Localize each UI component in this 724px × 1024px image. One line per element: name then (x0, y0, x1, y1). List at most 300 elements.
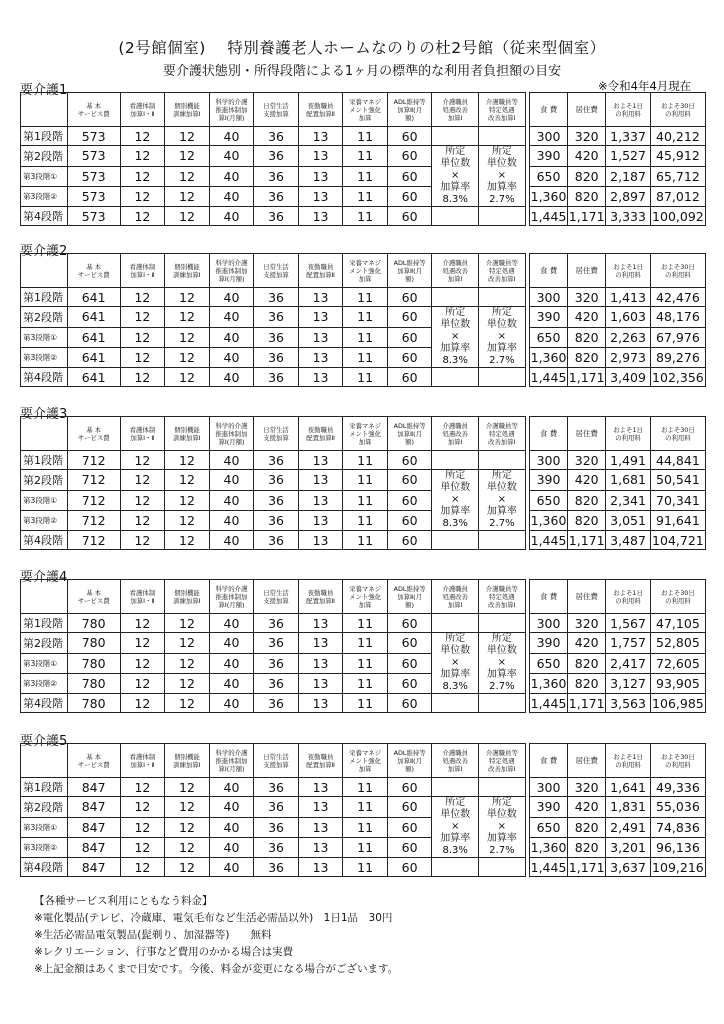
income-tier-label: 第2段階 (21, 146, 68, 166)
fee-cell: 40 (209, 694, 254, 713)
blank-cell (479, 614, 526, 633)
total-fee-cell: 3,563 (606, 694, 651, 713)
fee-cell: 712 (67, 451, 120, 470)
blank-cell (479, 288, 526, 307)
fee-cell: 12 (120, 510, 165, 530)
fee-cell: 11 (343, 531, 388, 550)
meal-housing-cell: 1,171 (568, 207, 606, 226)
total-fee-cell: 70,341 (650, 490, 705, 510)
meal-housing-cell: 820 (568, 490, 606, 510)
fee-cell: 12 (165, 817, 210, 837)
table-row (21, 510, 706, 530)
meal-housing-cell: 1,445 (529, 694, 567, 713)
fee-cell: 13 (298, 797, 343, 817)
fee-cell: 12 (120, 451, 165, 470)
income-tier-label: 第2段階 (21, 633, 68, 653)
blank-cell (432, 614, 479, 633)
fee-cell: 641 (67, 288, 120, 307)
table-row (21, 207, 706, 226)
fee-cell: 12 (165, 673, 210, 693)
addition-rate-cell: 所定 単位数 × 加算率 8.3% (432, 797, 479, 858)
fee-cell: 12 (120, 368, 165, 387)
fee-cell: 36 (254, 837, 299, 857)
column-header: 栄養マネジ メント強化 加算 (343, 580, 388, 614)
fee-cell: 712 (67, 470, 120, 490)
fee-cell: 60 (387, 127, 432, 146)
fee-cell: 11 (343, 288, 388, 307)
fee-cell: 641 (67, 307, 120, 327)
income-tier-label: 第4段階 (21, 368, 68, 387)
table-row (21, 653, 706, 673)
income-tier-label: 第3段階② (21, 347, 68, 367)
fee-cell: 847 (67, 837, 120, 857)
table-row (21, 797, 706, 817)
fee-table-section (20, 253, 706, 387)
column-header: 看護体制 加算Ⅰ・Ⅱ (120, 254, 165, 288)
care-level-title: 要介護2 (20, 244, 68, 259)
fee-cell: 13 (298, 368, 343, 387)
fee-cell: 13 (298, 207, 343, 226)
fee-cell: 40 (209, 633, 254, 653)
blank-cell (432, 451, 479, 470)
total-fee-cell: 3,637 (606, 858, 651, 877)
fee-cell: 40 (209, 817, 254, 837)
fee-cell: 60 (387, 307, 432, 327)
column-header: 看護体制 加算Ⅰ・Ⅱ (120, 93, 165, 127)
fee-cell: 36 (254, 653, 299, 673)
blank-cell (479, 451, 526, 470)
blank-cell (479, 368, 526, 387)
header-corner (21, 93, 68, 127)
total-fee-cell: 1,413 (606, 288, 651, 307)
total-fee-cell: 2,187 (606, 166, 651, 186)
income-tier-label: 第1段階 (21, 451, 68, 470)
footer-heading: 【各種サービス利用にともなう料金】 (34, 895, 213, 907)
total-fee-cell: 50,541 (650, 470, 705, 490)
column-header: 居住費 (568, 744, 606, 778)
fee-cell: 12 (120, 837, 165, 857)
income-tier-label: 第2段階 (21, 470, 68, 490)
column-header: 食 費 (529, 417, 567, 451)
fee-cell: 641 (67, 368, 120, 387)
blank-cell (479, 694, 526, 713)
column-header: 栄養マネジ メント強化 加算 (343, 744, 388, 778)
table-header-row (21, 93, 706, 127)
meal-housing-cell: 300 (529, 127, 567, 146)
fee-cell: 12 (120, 288, 165, 307)
fee-cell: 13 (298, 327, 343, 347)
fee-cell: 641 (67, 327, 120, 347)
fee-cell: 36 (254, 633, 299, 653)
meal-housing-cell: 320 (568, 614, 606, 633)
fee-cell: 12 (120, 186, 165, 206)
meal-housing-cell: 650 (529, 327, 567, 347)
income-tier-label: 第1段階 (21, 127, 68, 146)
total-fee-cell: 1,641 (606, 778, 651, 797)
fee-cell: 60 (387, 146, 432, 166)
table-row (21, 614, 706, 633)
care-level-title: 要介護4 (20, 570, 68, 585)
fee-cell: 12 (120, 778, 165, 797)
fee-cell: 780 (67, 694, 120, 713)
total-fee-cell: 1,757 (606, 633, 651, 653)
fee-cell: 36 (254, 510, 299, 530)
column-header: 栄養マネジ メント強化 加算 (343, 417, 388, 451)
fee-cell: 40 (209, 451, 254, 470)
blank-cell (432, 694, 479, 713)
fee-cell: 60 (387, 837, 432, 857)
total-fee-cell: 104,721 (650, 531, 705, 550)
fee-cell: 36 (254, 127, 299, 146)
fee-cell: 60 (387, 327, 432, 347)
column-header: 介護職員 処遇改善 加算Ⅰ (432, 254, 479, 288)
column-header: およそ1日 の利用料 (606, 93, 651, 127)
fee-cell: 36 (254, 490, 299, 510)
total-fee-cell: 91,641 (650, 510, 705, 530)
table-row (21, 288, 706, 307)
fee-cell: 11 (343, 653, 388, 673)
page-title: (2号館個室) 特別養護老人ホームなのりの杜2号館（従来型個室） (118, 39, 606, 57)
fee-cell: 11 (343, 510, 388, 530)
total-fee-cell: 1,491 (606, 451, 651, 470)
column-header: 日常生活 支援加算 (254, 254, 299, 288)
fee-cell: 11 (343, 817, 388, 837)
fee-cell: 573 (67, 146, 120, 166)
total-fee-cell: 40,212 (650, 127, 705, 146)
fee-cell: 13 (298, 166, 343, 186)
table-header-row (21, 254, 706, 288)
blank-cell (432, 778, 479, 797)
meal-housing-cell: 650 (529, 817, 567, 837)
meal-housing-cell: 1,360 (529, 673, 567, 693)
blank-cell (432, 288, 479, 307)
blank-cell (432, 127, 479, 146)
income-tier-label: 第3段階② (21, 510, 68, 530)
fee-cell: 36 (254, 347, 299, 367)
fee-cell: 40 (209, 470, 254, 490)
fee-cell: 11 (343, 127, 388, 146)
total-fee-cell: 47,105 (650, 614, 705, 633)
total-fee-cell: 1,681 (606, 470, 651, 490)
meal-housing-cell: 820 (568, 673, 606, 693)
column-header: 日常生活 支援加算 (254, 417, 299, 451)
column-header: 基 本 サービス費 (67, 744, 120, 778)
meal-housing-cell: 390 (529, 307, 567, 327)
fee-cell: 12 (165, 347, 210, 367)
income-tier-label: 第3段階① (21, 817, 68, 837)
addition-rate-cell: 所定 単位数 × 加算率 8.3% (432, 146, 479, 207)
meal-housing-cell: 1,171 (568, 368, 606, 387)
table-row (21, 368, 706, 387)
table-row (21, 166, 706, 186)
fee-cell: 13 (298, 858, 343, 877)
total-fee-cell: 2,491 (606, 817, 651, 837)
total-fee-cell: 3,409 (606, 368, 651, 387)
fee-cell: 60 (387, 653, 432, 673)
fee-cell: 13 (298, 186, 343, 206)
fee-cell: 12 (120, 633, 165, 653)
fee-cell: 780 (67, 653, 120, 673)
fee-cell: 11 (343, 307, 388, 327)
fee-cell: 12 (165, 490, 210, 510)
column-header: 夜勤職員 配置加算Ⅱ (298, 254, 343, 288)
fee-table-section (20, 579, 706, 713)
fee-cell: 11 (343, 778, 388, 797)
column-header: 科学的介護 推進体制加 算Ⅰ(月額) (209, 744, 254, 778)
header-corner (21, 417, 68, 451)
fee-cell: 36 (254, 368, 299, 387)
fee-cell: 36 (254, 166, 299, 186)
blank-cell (479, 858, 526, 877)
total-fee-cell: 3,127 (606, 673, 651, 693)
column-header: 栄養マネジ メント強化 加算 (343, 254, 388, 288)
total-fee-cell: 87,012 (650, 186, 705, 206)
income-tier-label: 第3段階① (21, 490, 68, 510)
fee-cell: 12 (165, 653, 210, 673)
fee-cell: 60 (387, 470, 432, 490)
fee-cell: 12 (165, 207, 210, 226)
total-fee-cell: 109,216 (650, 858, 705, 877)
column-header: およそ1日 の利用料 (606, 417, 651, 451)
column-header: ADL維持等 加算Ⅱ(月 額) (387, 744, 432, 778)
header-corner (21, 744, 68, 778)
column-header: 介護職員 処遇改善 加算Ⅰ (432, 93, 479, 127)
fee-cell: 40 (209, 166, 254, 186)
column-header: 食 費 (529, 744, 567, 778)
fee-cell: 40 (209, 207, 254, 226)
meal-housing-cell: 320 (568, 451, 606, 470)
column-header: 夜勤職員 配置加算Ⅱ (298, 417, 343, 451)
footer-note: ※上記金額はあくまで目安です。今後、料金が変更になる場合がございます。 (34, 963, 399, 975)
blank-cell (479, 127, 526, 146)
fee-cell: 36 (254, 470, 299, 490)
total-fee-cell: 3,051 (606, 510, 651, 530)
column-header: 基 本 サービス費 (67, 417, 120, 451)
meal-housing-cell: 320 (568, 778, 606, 797)
total-fee-cell: 55,036 (650, 797, 705, 817)
column-header: 看護体制 加算Ⅰ・Ⅱ (120, 580, 165, 614)
income-tier-label: 第2段階 (21, 797, 68, 817)
fee-cell: 12 (120, 207, 165, 226)
income-tier-label: 第1段階 (21, 288, 68, 307)
fee-table-section (20, 416, 706, 550)
fee-cell: 712 (67, 531, 120, 550)
fee-cell: 11 (343, 166, 388, 186)
total-fee-cell: 74,836 (650, 817, 705, 837)
total-fee-cell: 72,605 (650, 653, 705, 673)
column-header: 日常生活 支援加算 (254, 744, 299, 778)
blank-cell (479, 207, 526, 226)
fee-table (20, 253, 706, 387)
addition-rate-cell: 所定 単位数 × 加算率 8.3% (432, 470, 479, 531)
total-fee-cell: 96,136 (650, 837, 705, 857)
income-tier-label: 第3段階① (21, 327, 68, 347)
fee-cell: 40 (209, 368, 254, 387)
meal-housing-cell: 300 (529, 288, 567, 307)
fee-cell: 60 (387, 510, 432, 530)
fee-cell: 40 (209, 127, 254, 146)
total-fee-cell: 89,276 (650, 347, 705, 367)
column-header: ADL維持等 加算Ⅱ(月 額) (387, 93, 432, 127)
column-header: 看護体制 加算Ⅰ・Ⅱ (120, 417, 165, 451)
column-header: およそ30日 の利用料 (650, 254, 705, 288)
column-header: 基 本 サービス費 (67, 254, 120, 288)
column-header: 看護体制 加算Ⅰ・Ⅱ (120, 744, 165, 778)
column-header: ADL維持等 加算Ⅱ(月 額) (387, 417, 432, 451)
income-tier-label: 第3段階① (21, 653, 68, 673)
total-fee-cell: 93,905 (650, 673, 705, 693)
fee-cell: 13 (298, 127, 343, 146)
footer-note: ※電化製品(テレビ、冷蔵庫、電気毛布など生活必需品以外) 1日1品 30円 (34, 912, 393, 924)
column-header: およそ1日 の利用料 (606, 744, 651, 778)
meal-housing-cell: 300 (529, 614, 567, 633)
income-tier-label: 第4段階 (21, 858, 68, 877)
fee-cell: 573 (67, 207, 120, 226)
addition-rate-cell: 所定 単位数 × 加算率 8.3% (432, 633, 479, 694)
fee-cell: 573 (67, 127, 120, 146)
meal-housing-cell: 820 (568, 837, 606, 857)
fee-cell: 40 (209, 146, 254, 166)
table-row (21, 186, 706, 206)
column-header: およそ1日 の利用料 (606, 254, 651, 288)
fee-cell: 40 (209, 858, 254, 877)
table-row (21, 673, 706, 693)
fee-cell: 12 (165, 858, 210, 877)
meal-housing-cell: 1,360 (529, 510, 567, 530)
fee-cell: 40 (209, 186, 254, 206)
column-header: ADL維持等 加算Ⅱ(月 額) (387, 580, 432, 614)
total-fee-cell: 3,201 (606, 837, 651, 857)
meal-housing-cell: 420 (568, 633, 606, 653)
total-fee-cell: 106,985 (650, 694, 705, 713)
table-row (21, 858, 706, 877)
fee-cell: 780 (67, 673, 120, 693)
meal-housing-cell: 820 (568, 166, 606, 186)
fee-cell: 13 (298, 451, 343, 470)
income-tier-label: 第2段階 (21, 307, 68, 327)
total-fee-cell: 45,912 (650, 146, 705, 166)
meal-housing-cell: 320 (568, 127, 606, 146)
fee-cell: 36 (254, 614, 299, 633)
column-header: およそ30日 の利用料 (650, 744, 705, 778)
income-tier-label: 第4段階 (21, 694, 68, 713)
table-row (21, 817, 706, 837)
addition-rate-cell: 所定 単位数 × 加算率 2.7% (479, 146, 526, 207)
income-tier-label: 第1段階 (21, 614, 68, 633)
fee-cell: 60 (387, 288, 432, 307)
addition-rate-cell: 所定 単位数 × 加算率 2.7% (479, 633, 526, 694)
fee-cell: 12 (165, 451, 210, 470)
fee-cell: 12 (165, 531, 210, 550)
care-level-title: 要介護5 (20, 734, 68, 749)
fee-cell: 36 (254, 778, 299, 797)
table-row (21, 490, 706, 510)
fee-cell: 12 (120, 531, 165, 550)
table-row (21, 531, 706, 550)
meal-housing-cell: 1,171 (568, 858, 606, 877)
income-tier-label: 第3段階② (21, 837, 68, 857)
fee-cell: 12 (120, 694, 165, 713)
table-header-row (21, 580, 706, 614)
fee-cell: 13 (298, 614, 343, 633)
column-header: 居住費 (568, 417, 606, 451)
fee-cell: 36 (254, 817, 299, 837)
column-header: 日常生活 支援加算 (254, 580, 299, 614)
meal-housing-cell: 390 (529, 470, 567, 490)
fee-cell: 60 (387, 778, 432, 797)
fee-cell: 12 (120, 490, 165, 510)
column-header: 介護職員 処遇改善 加算Ⅰ (432, 580, 479, 614)
fee-cell: 13 (298, 653, 343, 673)
fee-cell: 13 (298, 778, 343, 797)
footer-note: ※レクリエーション、行事など費用のかかる場合は実費 (34, 946, 294, 958)
fee-cell: 12 (165, 146, 210, 166)
column-header: 基 本 サービス費 (67, 580, 120, 614)
fee-cell: 11 (343, 207, 388, 226)
column-header: およそ1日 の利用料 (606, 580, 651, 614)
table-row (21, 127, 706, 146)
fee-cell: 13 (298, 288, 343, 307)
table-row (21, 837, 706, 857)
fee-cell: 12 (120, 673, 165, 693)
meal-housing-cell: 820 (568, 653, 606, 673)
column-header: 個別機能 訓練加算Ⅰ (165, 254, 210, 288)
column-header: 食 費 (529, 93, 567, 127)
footer-note: ※生活必需品電気製品(髭剃り、加湿器等) 無料 (34, 929, 272, 941)
income-tier-label: 第3段階② (21, 673, 68, 693)
total-fee-cell: 44,841 (650, 451, 705, 470)
fee-cell: 12 (165, 186, 210, 206)
column-header: 居住費 (568, 254, 606, 288)
meal-housing-cell: 420 (568, 307, 606, 327)
fee-cell: 12 (165, 166, 210, 186)
header-corner (21, 580, 68, 614)
fee-cell: 12 (120, 166, 165, 186)
table-header-row (21, 744, 706, 778)
fee-cell: 11 (343, 858, 388, 877)
addition-rate-cell: 所定 単位数 × 加算率 8.3% (432, 307, 479, 368)
fee-cell: 60 (387, 531, 432, 550)
table-row (21, 451, 706, 470)
meal-housing-cell: 420 (568, 797, 606, 817)
fee-cell: 13 (298, 531, 343, 550)
fee-cell: 60 (387, 673, 432, 693)
fee-cell: 36 (254, 694, 299, 713)
blank-cell (432, 207, 479, 226)
fee-cell: 11 (343, 470, 388, 490)
meal-housing-cell: 1,360 (529, 186, 567, 206)
meal-housing-cell: 1,445 (529, 207, 567, 226)
fee-cell: 12 (165, 307, 210, 327)
table-header-row (21, 417, 706, 451)
meal-housing-cell: 820 (568, 347, 606, 367)
fee-cell: 60 (387, 614, 432, 633)
fee-cell: 573 (67, 186, 120, 206)
fee-cell: 12 (165, 694, 210, 713)
table-row (21, 778, 706, 797)
fee-cell: 12 (120, 797, 165, 817)
addition-rate-cell: 所定 単位数 × 加算率 2.7% (479, 797, 526, 858)
column-header: 基 本 サービス費 (67, 93, 120, 127)
fee-cell: 12 (120, 146, 165, 166)
column-header: 居住費 (568, 580, 606, 614)
meal-housing-cell: 820 (568, 327, 606, 347)
column-header: 科学的介護 推進体制加 算Ⅰ(月額) (209, 417, 254, 451)
income-tier-label: 第4段階 (21, 531, 68, 550)
meal-housing-cell: 390 (529, 146, 567, 166)
fee-cell: 641 (67, 347, 120, 367)
fee-cell: 60 (387, 368, 432, 387)
